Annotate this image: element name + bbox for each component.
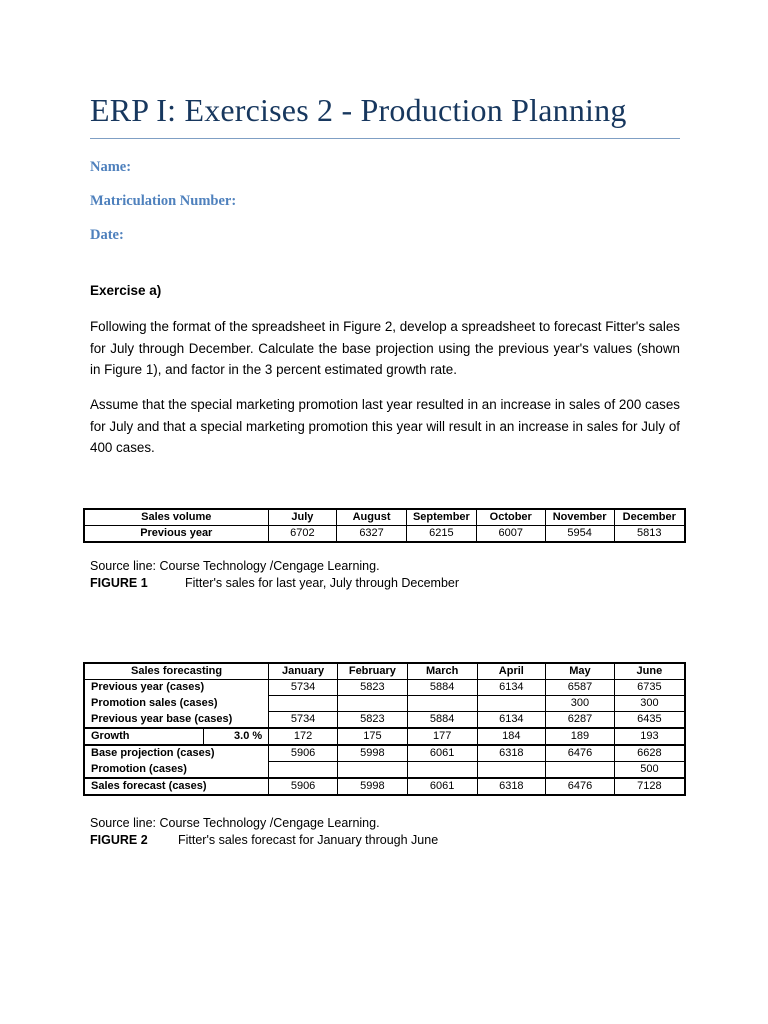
figure2-row-promotion — [84, 762, 685, 779]
page-title: ERP I: Exercises 2 - Production Planning — [90, 92, 627, 128]
figure2-cell: 5884 — [407, 712, 477, 729]
figure1-cell: 6007 — [476, 526, 545, 543]
figure2-source: Source line: Course Technology /Cengage Learning. — [90, 816, 380, 830]
figure2-cell: 5906 — [269, 745, 338, 762]
figure2-cell — [546, 762, 615, 779]
figure2-row-label: Promotion sales (cases) — [84, 696, 269, 712]
figure2-header-row — [84, 663, 685, 680]
figure2-month-header: May — [546, 663, 615, 680]
figure2-row-growth — [84, 728, 685, 745]
figure2-cell — [337, 762, 407, 779]
figure2-cell: 172 — [269, 728, 338, 745]
figure2-cell: 5884 — [407, 680, 477, 696]
figure2-cell — [269, 762, 338, 779]
figure2-cell: 7128 — [614, 778, 685, 795]
figure2-cell: 6061 — [407, 745, 477, 762]
growth-rate-value: 3.0 % — [204, 728, 269, 745]
figure2-month-header: March — [407, 663, 477, 680]
figure2-cell: 189 — [546, 728, 615, 745]
figure2-cell: 6318 — [477, 745, 546, 762]
exercise-heading: Exercise a) — [90, 283, 162, 298]
figure2-cell — [337, 696, 407, 712]
figure2-row-previous-year — [84, 680, 685, 696]
figure1-cell: 6327 — [337, 526, 407, 543]
figure2-cell: 300 — [546, 696, 615, 712]
figure2-label: FIGURE 2 — [90, 833, 148, 847]
figure1-cell: 5954 — [545, 526, 614, 543]
figure2-cell: 177 — [407, 728, 477, 745]
figure2-month-header: June — [614, 663, 685, 680]
figure1-month-header: November — [545, 509, 614, 526]
figure2-row-label: Promotion (cases) — [84, 762, 269, 779]
figure2-row-base-projection — [84, 745, 685, 762]
figure1-caption-text: Fitter's sales for last year, July through December — [185, 576, 460, 590]
date-field-label: Date: — [90, 227, 124, 243]
figure2-cell: 6476 — [546, 745, 615, 762]
figure2-cell — [269, 696, 338, 712]
matriculation-field-label: Matriculation Number: — [90, 193, 237, 209]
figure1-source: Source line: Course Technology /Cengage Learning. — [90, 559, 380, 573]
figure2-cell: 300 — [614, 696, 685, 712]
title-divider — [90, 138, 680, 139]
figure2-cell: 6476 — [546, 778, 615, 795]
figure1-row-label: Previous year — [84, 526, 268, 543]
figure2-caption-text: Fitter's sales forecast for January through June — [178, 833, 439, 847]
figure2-row-promotion-sales — [84, 696, 685, 712]
figure1-cell: 5813 — [614, 526, 685, 543]
figure2-table — [83, 662, 686, 796]
figure2-cell — [407, 696, 477, 712]
figure2-month-header: January — [269, 663, 338, 680]
figure1-table — [83, 508, 686, 543]
figure2-row-label: Base projection (cases) — [84, 745, 269, 762]
figure2-cell: 193 — [614, 728, 685, 745]
figure2-cell — [407, 762, 477, 779]
figure2-cell — [477, 696, 546, 712]
figure2-month-header: April — [477, 663, 546, 680]
figure2-cell: 6134 — [477, 712, 546, 729]
figure2-cell — [477, 762, 546, 779]
figure2-row-label: Sales forecast (cases) — [84, 778, 269, 795]
paragraph-assumptions: Assume that the special marketing promotion last year resulted in an increase in sales of 200 cases for July and that a special marketing promotion this year will result in an increase in sales for July of 400 cases. — [90, 397, 680, 455]
figure1-month-header: September — [406, 509, 476, 526]
figure1-month-header: August — [337, 509, 407, 526]
figure2-cell: 6134 — [477, 680, 546, 696]
figure2-cell: 5998 — [337, 778, 407, 795]
figure1-header-label: Sales volume — [84, 509, 268, 526]
figure2-cell: 5906 — [269, 778, 338, 795]
figure2-cell: 6318 — [477, 778, 546, 795]
figure1-cell: 6215 — [406, 526, 476, 543]
figure2-cell: 175 — [337, 728, 407, 745]
figure2-cell: 5734 — [269, 712, 338, 729]
figure2-cell: 184 — [477, 728, 546, 745]
figure1-caption — [90, 576, 459, 590]
figure1-month-header: July — [268, 509, 337, 526]
figure2-caption — [90, 833, 438, 847]
figure2-cell: 6587 — [546, 680, 615, 696]
figure2-month-header: February — [337, 663, 407, 680]
figure2-row-previous-year-base — [84, 712, 685, 729]
figure2-cell: 6287 — [546, 712, 615, 729]
figure2-cell: 5823 — [337, 680, 407, 696]
figure1-cell: 6702 — [268, 526, 337, 543]
figure2-cell: 6735 — [614, 680, 685, 696]
name-field-label: Name: — [90, 159, 132, 175]
paragraph-instructions: Following the format of the spreadsheet in Figure 2, develop a spreadsheet to forecast Fitter's sales for July through December. Calculate the base projection using the previous year's values (shown in Figure 1), and factor in the 3 percent estimated growth rate. — [90, 319, 680, 377]
figure2-cell: 6628 — [614, 745, 685, 762]
figure2-header-label: Sales forecasting — [84, 663, 269, 680]
figure1-month-header: December — [614, 509, 685, 526]
figure1-label: FIGURE 1 — [90, 576, 148, 590]
figure2-cell: 6435 — [614, 712, 685, 729]
figure2-row-label: Previous year (cases) — [84, 680, 269, 696]
figure2-cell: 5823 — [337, 712, 407, 729]
figure2-row-sales-forecast — [84, 778, 685, 795]
figure2-cell: 6061 — [407, 778, 477, 795]
figure1-data-row — [84, 526, 685, 543]
figure2-cell: 5734 — [269, 680, 338, 696]
figure2-row-label: Growth — [84, 728, 204, 745]
figure1-month-header: October — [476, 509, 545, 526]
figure2-cell: 500 — [614, 762, 685, 779]
figure1-header-row — [84, 509, 685, 526]
figure2-cell: 5998 — [337, 745, 407, 762]
figure2-row-label: Previous year base (cases) — [84, 712, 269, 729]
